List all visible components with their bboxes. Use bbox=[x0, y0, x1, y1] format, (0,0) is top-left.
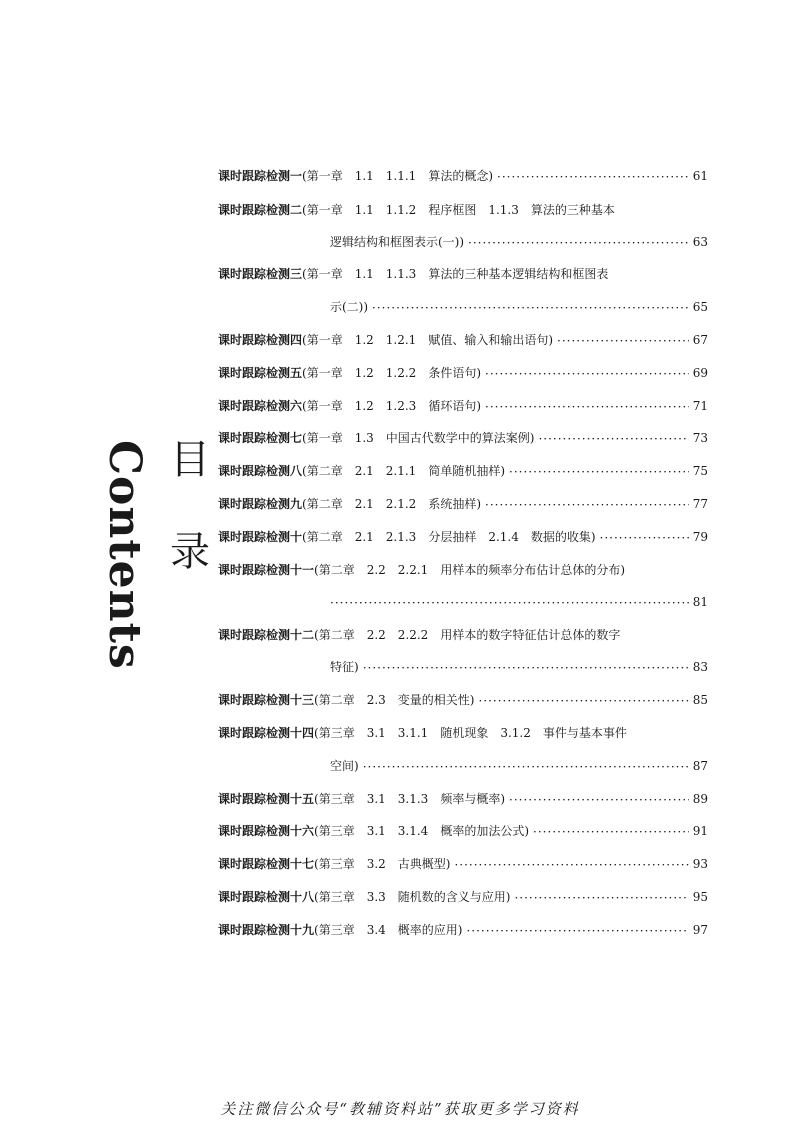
toc-entry-16[interactable] bbox=[218, 819, 708, 843]
toc-entry-title: (第一章 1.1 1.1.1 算法的概念) bbox=[302, 169, 493, 183]
dot-leader bbox=[485, 492, 689, 516]
toc-entry-19[interactable] bbox=[218, 918, 708, 942]
toc-page-number: 95 bbox=[692, 890, 708, 904]
toc-entry-title: (第三章 3.1 3.1.3 频率与概率) bbox=[314, 792, 505, 806]
toc-page-number: 63 bbox=[692, 235, 708, 249]
toc-entry-8[interactable] bbox=[218, 459, 708, 483]
toc-entry-title: (第一章 1.1 1.1.2 程序框图 1.1.3 算法的三种基本 bbox=[302, 203, 615, 217]
toc-page-number: 73 bbox=[692, 431, 708, 445]
toc-entry-14-continuation[interactable] bbox=[218, 754, 708, 778]
toc-entry-3[interactable] bbox=[218, 262, 708, 286]
toc-entry-title: (第一章 1.3 中国古代数学中的算法案例) bbox=[302, 431, 535, 445]
toc-page-number: 77 bbox=[692, 497, 708, 511]
dot-leader bbox=[509, 787, 689, 811]
toc-page-number: 79 bbox=[692, 530, 708, 544]
toc-entry-title: (第一章 1.2 1.2.1 赋值、输入和输出语句) bbox=[302, 333, 553, 347]
dot-leader bbox=[468, 230, 689, 254]
toc-entry-11[interactable] bbox=[218, 558, 708, 582]
toc-entry-title: (第一章 1.1 1.1.3 算法的三种基本逻辑结构和框图表 bbox=[302, 267, 609, 281]
toc-entry-label: 课时跟踪检测十一 bbox=[218, 563, 315, 577]
toc-entry-title: (第二章 2.1 2.1.3 分层抽样 2.1.4 数据的收集) bbox=[302, 530, 596, 544]
dot-leader bbox=[557, 328, 689, 352]
toc-entry-label: 课时跟踪检测二 bbox=[218, 203, 303, 217]
toc-entry-12-continuation[interactable] bbox=[218, 655, 708, 679]
toc-page-number: 61 bbox=[692, 169, 708, 183]
toc-entry-title: (第二章 2.2 2.2.1 用样本的频率分布估计总体的分布) bbox=[314, 563, 625, 577]
toc-page-number: 93 bbox=[692, 857, 708, 871]
toc-entry-label: 课时跟踪检测一 bbox=[218, 169, 303, 183]
toc-entry-label: 课时跟踪检测六 bbox=[218, 399, 303, 413]
toc-entry-title: (第二章 2.1 2.1.2 系统抽样) bbox=[302, 497, 481, 511]
toc-entry-2[interactable] bbox=[218, 198, 708, 222]
toc-page-number: 75 bbox=[692, 464, 708, 478]
contents-heading bbox=[99, 437, 210, 670]
toc-entry-title: (第一章 1.2 1.2.3 循环语句) bbox=[302, 399, 481, 413]
toc-page-number: 65 bbox=[692, 300, 708, 314]
dot-leader bbox=[485, 361, 689, 385]
dot-leader bbox=[497, 164, 689, 188]
toc-page-number: 67 bbox=[692, 333, 708, 347]
dot-leader bbox=[466, 918, 688, 942]
toc-page-number: 83 bbox=[692, 660, 708, 674]
toc-entry-title: (第二章 2.1 2.1.1 简单随机抽样) bbox=[302, 464, 505, 478]
toc-entry-label: 课时跟踪检测十四 bbox=[218, 726, 315, 740]
toc-page-number: 89 bbox=[692, 792, 708, 806]
contents-title-en: Contents bbox=[99, 440, 150, 670]
dot-leader bbox=[538, 426, 688, 450]
toc-page-number: 91 bbox=[692, 824, 708, 838]
dot-leader bbox=[363, 754, 689, 778]
toc-entry-17[interactable] bbox=[218, 852, 708, 876]
toc-entry-label: 课时跟踪检测十七 bbox=[218, 857, 315, 871]
toc-entry-label: 课时跟踪检测十八 bbox=[218, 890, 315, 904]
toc-entry-10[interactable] bbox=[218, 525, 708, 549]
toc-entry-7[interactable] bbox=[218, 426, 708, 450]
toc-entry-title-continuation: 示(二)) bbox=[330, 300, 369, 314]
toc-entry-title: (第三章 3.1 3.1.1 随机现象 3.1.2 事件与基本事件 bbox=[314, 726, 627, 740]
dot-leader bbox=[509, 459, 689, 483]
toc-entry-label: 课时跟踪检测十 bbox=[218, 530, 303, 544]
toc-entry-5[interactable] bbox=[218, 361, 708, 385]
toc-entry-title: (第二章 2.3 变量的相关性) bbox=[314, 693, 475, 707]
dot-leader bbox=[454, 852, 688, 876]
toc-entry-4[interactable] bbox=[218, 328, 708, 352]
dot-leader bbox=[363, 655, 689, 679]
toc-entry-12[interactable] bbox=[218, 623, 708, 647]
toc-entry-9[interactable] bbox=[218, 492, 708, 516]
toc-entry-label: 课时跟踪检测七 bbox=[218, 431, 303, 445]
toc-entry-title-continuation: 特征) bbox=[330, 660, 359, 674]
toc-entry-title: (第三章 3.3 随机数的含义与应用) bbox=[314, 890, 511, 904]
toc-entry-label: 课时跟踪检测十二 bbox=[218, 628, 315, 642]
toc-entry-18[interactable] bbox=[218, 885, 708, 909]
toc-entry-label: 课时跟踪检测五 bbox=[218, 366, 303, 380]
toc-entry-label: 课时跟踪检测十三 bbox=[218, 693, 315, 707]
toc-entry-title: (第三章 3.4 概率的应用) bbox=[314, 923, 463, 937]
toc-entry-11-continuation[interactable] bbox=[218, 590, 708, 614]
dot-leader bbox=[330, 590, 689, 614]
toc-page-number: 97 bbox=[692, 923, 708, 937]
toc-entry-title-continuation: 逻辑结构和框图表示(一)) bbox=[330, 235, 465, 249]
toc-entry-title: (第二章 2.2 2.2.2 用样本的数字特征估计总体的数字 bbox=[314, 628, 621, 642]
toc-page-number: 85 bbox=[692, 693, 708, 707]
toc-entry-title: (第三章 3.2 古典概型) bbox=[314, 857, 451, 871]
toc-entry-13[interactable] bbox=[218, 688, 708, 712]
toc-page-number: 81 bbox=[692, 595, 708, 609]
toc-page-number: 69 bbox=[692, 366, 708, 380]
toc-entry-label: 课时跟踪检测十六 bbox=[218, 824, 315, 838]
toc-entry-label: 课时跟踪检测十五 bbox=[218, 792, 315, 806]
toc-page-number: 71 bbox=[692, 399, 708, 413]
dot-leader bbox=[372, 295, 689, 319]
toc-entry-title: (第一章 1.2 1.2.2 条件语句) bbox=[302, 366, 481, 380]
contents-title-cn-char-1: 目 bbox=[170, 437, 210, 483]
dot-leader bbox=[514, 885, 688, 909]
toc-entry-title: (第三章 3.1 3.1.4 概率的加法公式) bbox=[314, 824, 529, 838]
toc-entry-title-continuation: 空间) bbox=[330, 759, 359, 773]
contents-title-cn-char-2: 录 bbox=[170, 529, 210, 575]
toc-entry-label: 课时跟踪检测三 bbox=[218, 267, 303, 281]
toc-entry-14[interactable] bbox=[218, 721, 708, 745]
toc-entry-label: 课时跟踪检测八 bbox=[218, 464, 303, 478]
toc-entry-15[interactable] bbox=[218, 787, 708, 811]
toc-entry-3-continuation[interactable] bbox=[218, 295, 708, 319]
dot-leader bbox=[485, 394, 689, 418]
footer-note: 关注微信公众号“教辅资料站”获取更多学习资料 bbox=[220, 1100, 580, 1118]
contents-title-cn bbox=[170, 437, 210, 586]
toc-entry-label: 课时跟踪检测十九 bbox=[218, 923, 315, 937]
toc-entry-6[interactable] bbox=[218, 394, 708, 418]
toc-entry-2-continuation[interactable] bbox=[218, 230, 708, 254]
dot-leader bbox=[533, 819, 689, 843]
toc-entry-label: 课时跟踪检测四 bbox=[218, 333, 303, 347]
dot-leader bbox=[478, 688, 688, 712]
toc-entry-label: 课时跟踪检测九 bbox=[218, 497, 303, 511]
toc-entry-1[interactable] bbox=[218, 164, 708, 188]
dot-leader bbox=[600, 525, 689, 549]
toc-page-number: 87 bbox=[692, 759, 708, 773]
